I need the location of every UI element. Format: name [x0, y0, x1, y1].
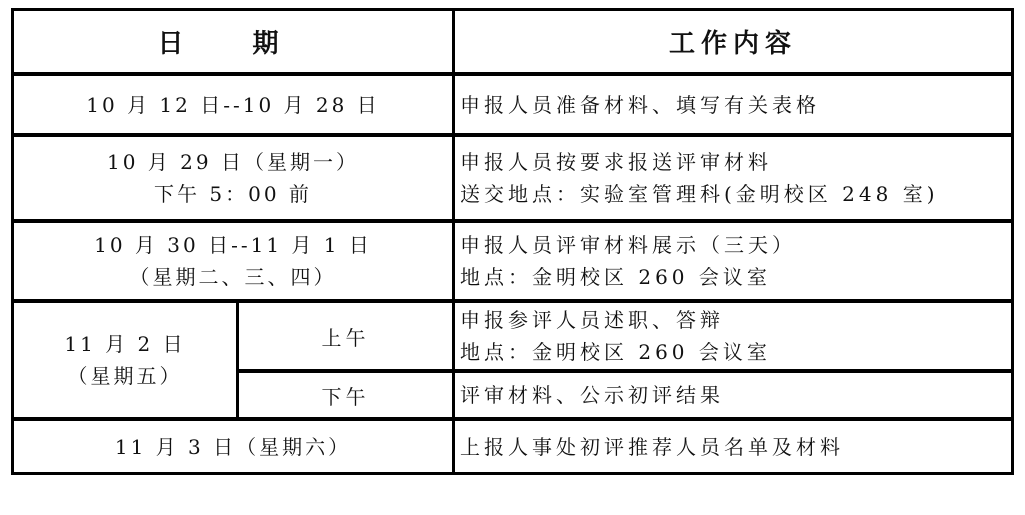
work-cell	[454, 222, 1012, 302]
header-date: 日 期	[13, 10, 454, 75]
date-cell	[13, 222, 454, 302]
header-work-content: 工作内容	[454, 10, 1012, 75]
work-cell	[454, 302, 1012, 372]
work-cell	[454, 136, 1012, 222]
date-text: （星期二、三、四）	[129, 265, 337, 289]
schedule-table	[11, 8, 1014, 475]
table-row	[13, 136, 1012, 222]
work-text: 地点：金明校区 260 会议室	[460, 340, 771, 364]
work-text: 上报人事处初评推荐人员名单及材料	[460, 434, 844, 459]
table-row	[13, 75, 1012, 136]
work-cell	[454, 372, 1012, 420]
table-row	[13, 420, 1012, 473]
work-text: 送交地点：实验室管理科(金明校区 248 室)	[460, 182, 939, 206]
work-text: 评审材料、公示初评结果	[460, 383, 724, 407]
table-row	[13, 302, 1012, 372]
date-cell	[13, 420, 454, 473]
date-text: 10 月 30 日--11 月 1 日	[94, 233, 372, 257]
date-text: 11 月 2 日	[64, 332, 186, 356]
date-cell	[13, 75, 454, 136]
work-text: 申报人员准备材料、填写有关表格	[460, 92, 820, 117]
date-text: 10 月 29 日（星期一）	[107, 150, 359, 174]
work-cell	[454, 420, 1012, 473]
date-text: 11 月 3 日（星期六）	[114, 434, 352, 459]
work-text: 地点：金明校区 260 会议室	[460, 265, 771, 289]
date-cell	[13, 136, 454, 222]
work-text: 申报人员按要求报送评审材料	[460, 150, 772, 174]
table-row	[13, 222, 1012, 302]
date-cell	[13, 302, 238, 420]
header-row	[13, 10, 1012, 75]
work-text: 申报参评人员述职、答辩	[460, 308, 724, 332]
session-afternoon: 下午	[238, 372, 454, 420]
session-morning: 上午	[238, 302, 454, 372]
date-text: 下午 5：00 前	[154, 182, 312, 206]
date-text: （星期五）	[67, 364, 183, 388]
work-text: 申报人员评审材料展示（三天）	[460, 233, 796, 257]
work-cell	[454, 75, 1012, 136]
date-text: 10 月 12 日--10 月 28 日	[86, 92, 380, 117]
